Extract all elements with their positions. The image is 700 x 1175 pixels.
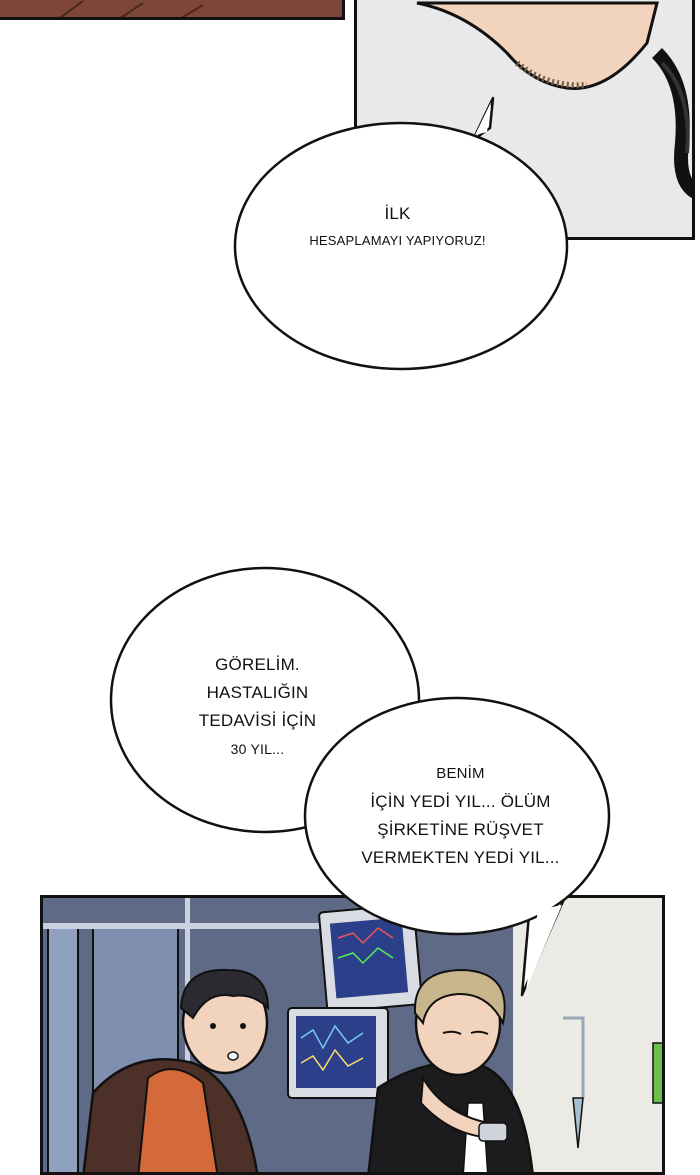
panel-top-left: [0, 0, 345, 20]
bubble-left-line-1: GÖRELİM.: [215, 655, 300, 674]
bubble-left-line-4: 30 YIL...: [230, 741, 285, 757]
bubble-top-line-1: İLK: [384, 204, 411, 223]
bubble-top-text: [255, 203, 540, 251]
bubble-right-line-3: ŞİRKETİNE RÜŞVET: [377, 820, 544, 839]
panel-top-left-art: [0, 0, 345, 20]
bubble-left-line-3: TEDAVİSİ İÇİN: [198, 711, 317, 730]
bubble-left-line-2: HASTALIĞIN: [206, 683, 309, 702]
bubble-right-line-4: VERMEKTEN YEDİ YIL...: [361, 848, 560, 867]
bubble-right-line-2: İÇİN YEDİ YIL... ÖLÜM: [370, 792, 551, 811]
bubble-top-line-2: HESAPLAMAYI YAPIYORUZ!: [309, 233, 486, 248]
bubble-right-text: [338, 760, 583, 872]
bubble-right-line-1: BENİM: [436, 765, 485, 782]
